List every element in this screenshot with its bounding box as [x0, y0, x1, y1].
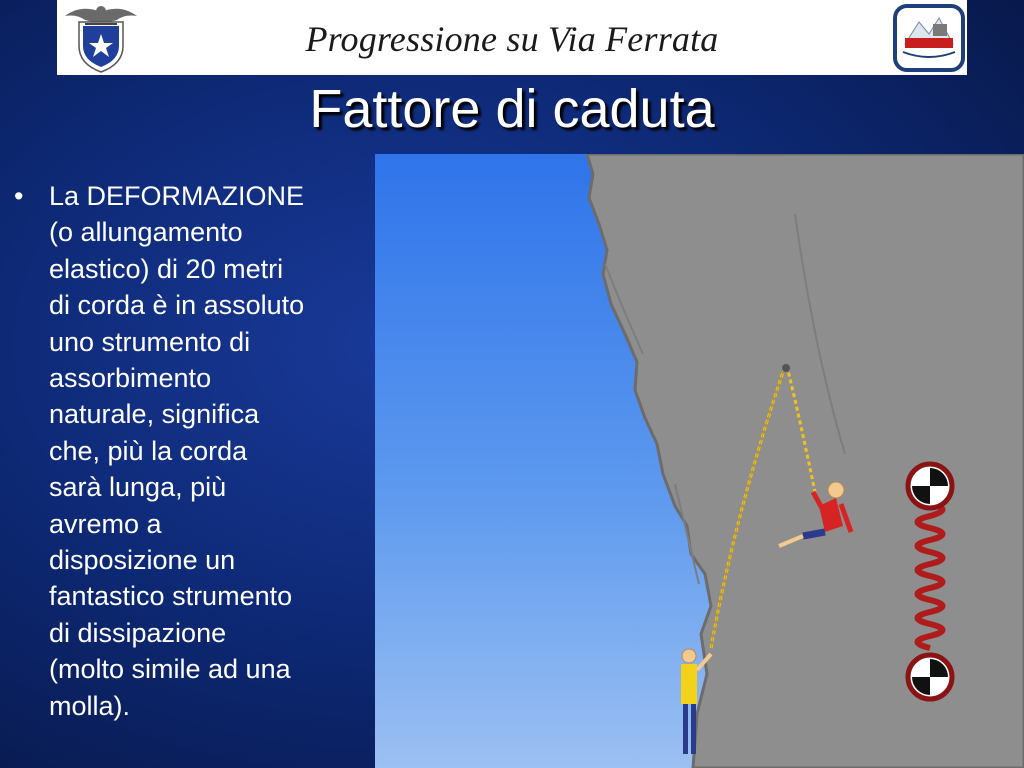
- banner-title: Progressione su Via Ferrata: [305, 19, 719, 59]
- header-banner: [57, 0, 967, 75]
- anchor-point: [782, 364, 790, 372]
- slide-title: Fattore di caduta: [309, 79, 715, 139]
- climbing-illustration: [375, 154, 1024, 768]
- bullet-text: La DEFORMAZIONE (o allungamento elastico) di 20 metri di corda è in assoluto uno strumento di assorbimento naturale, significa che, più la corda sarà lunga, più avremo a disposizione un fantastico strumento di dissipazione (molto simile ad una molla).: [49, 181, 305, 721]
- cai-escursionismo-logo-icon: [893, 4, 965, 72]
- bullet-marker: •: [14, 181, 24, 211]
